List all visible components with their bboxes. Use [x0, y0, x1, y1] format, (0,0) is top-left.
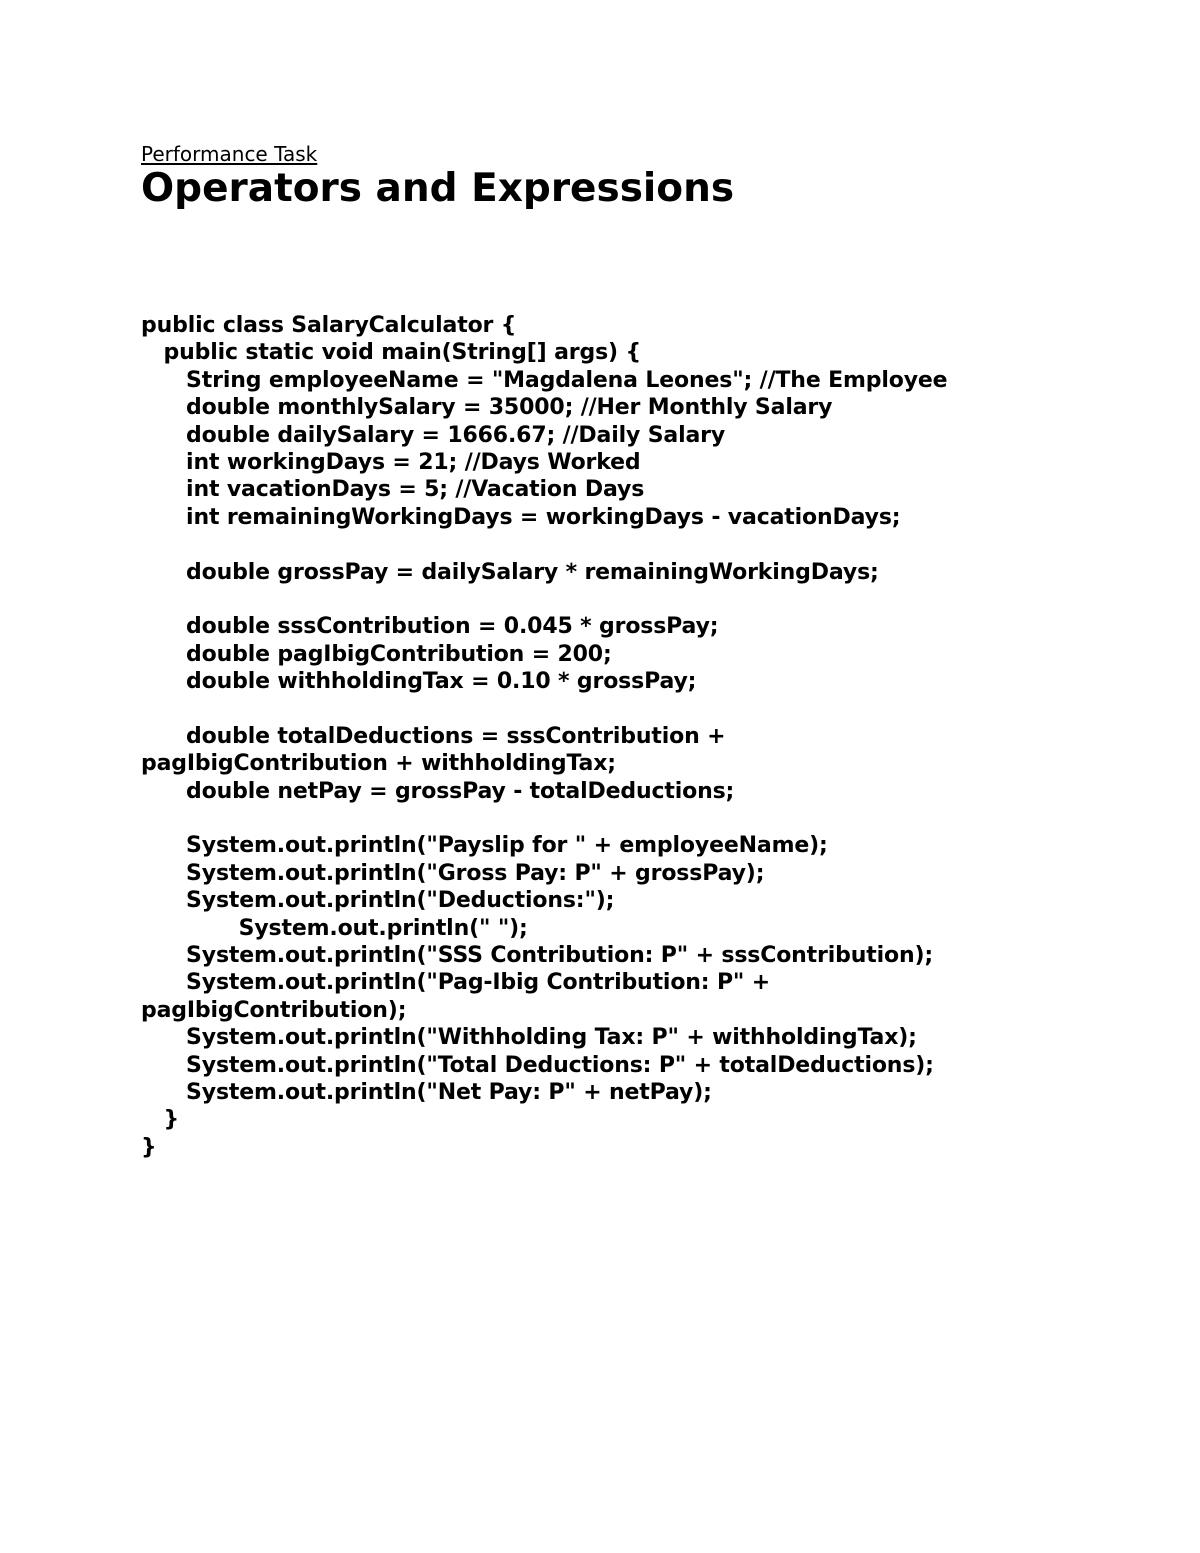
code-line: }	[141, 1107, 180, 1133]
code-line: System.out.println("Net Pay: P" + netPay);	[141, 1079, 712, 1105]
code-blank-line	[141, 695, 1141, 722]
code-line: String employeeName = "Magdalena Leones"; //The Employee	[141, 367, 948, 393]
code-line: int remainingWorkingDays = workingDays - vacationDays;	[141, 504, 901, 530]
code-line: System.out.println("Pag-Ibig Contribution: P" +	[141, 970, 771, 996]
code-blank-line	[141, 586, 1141, 613]
code-line: double totalDeductions = sssContribution +	[141, 723, 726, 749]
code-line: public class SalaryCalculator {	[141, 313, 517, 338]
document-title: Operators and Expressions	[141, 166, 735, 211]
code-line: double pagIbigContribution = 200;	[141, 641, 612, 667]
code-line: pagIbigContribution);	[141, 997, 407, 1023]
code-line: pagIbigContribution + withholdingTax;	[141, 751, 616, 777]
document-subtitle: Performance Task	[141, 142, 318, 166]
code-line: System.out.println("Payslip for " + employeeName);	[141, 833, 828, 859]
code-line: System.out.println("Total Deductions: P" + totalDeductions);	[141, 1052, 934, 1078]
code-line: System.out.println(" ");	[141, 915, 528, 941]
code-line: System.out.println("Withholding Tax: P" + withholdingTax);	[141, 1025, 917, 1051]
code-line: System.out.println("Deductions:");	[141, 888, 615, 914]
code-line: }	[141, 1134, 157, 1160]
code-block	[141, 312, 1141, 1161]
code-line: double dailySalary = 1666.67; //Daily Salary	[141, 422, 726, 448]
code-line: double withholdingTax = 0.10 * grossPay;	[141, 669, 697, 695]
code-line: double grossPay = dailySalary * remainingWorkingDays;	[141, 559, 879, 585]
code-blank-line	[141, 531, 1141, 558]
code-line: System.out.println("Gross Pay: P" + grossPay);	[141, 860, 765, 886]
code-line: public static void main(String[] args) {	[141, 340, 641, 366]
code-line: System.out.println("SSS Contribution: P" + sssContribution);	[141, 942, 934, 968]
code-line: int workingDays = 21; //Days Worked	[141, 449, 641, 475]
code-line: double netPay = grossPay - totalDeductions;	[141, 778, 735, 804]
code-line: double sssContribution = 0.045 * grossPay;	[141, 614, 719, 640]
code-line: double monthlySalary = 35000; //Her Monthly Salary	[141, 395, 833, 421]
code-line: int vacationDays = 5; //Vacation Days	[141, 477, 645, 503]
code-blank-line	[141, 805, 1141, 832]
